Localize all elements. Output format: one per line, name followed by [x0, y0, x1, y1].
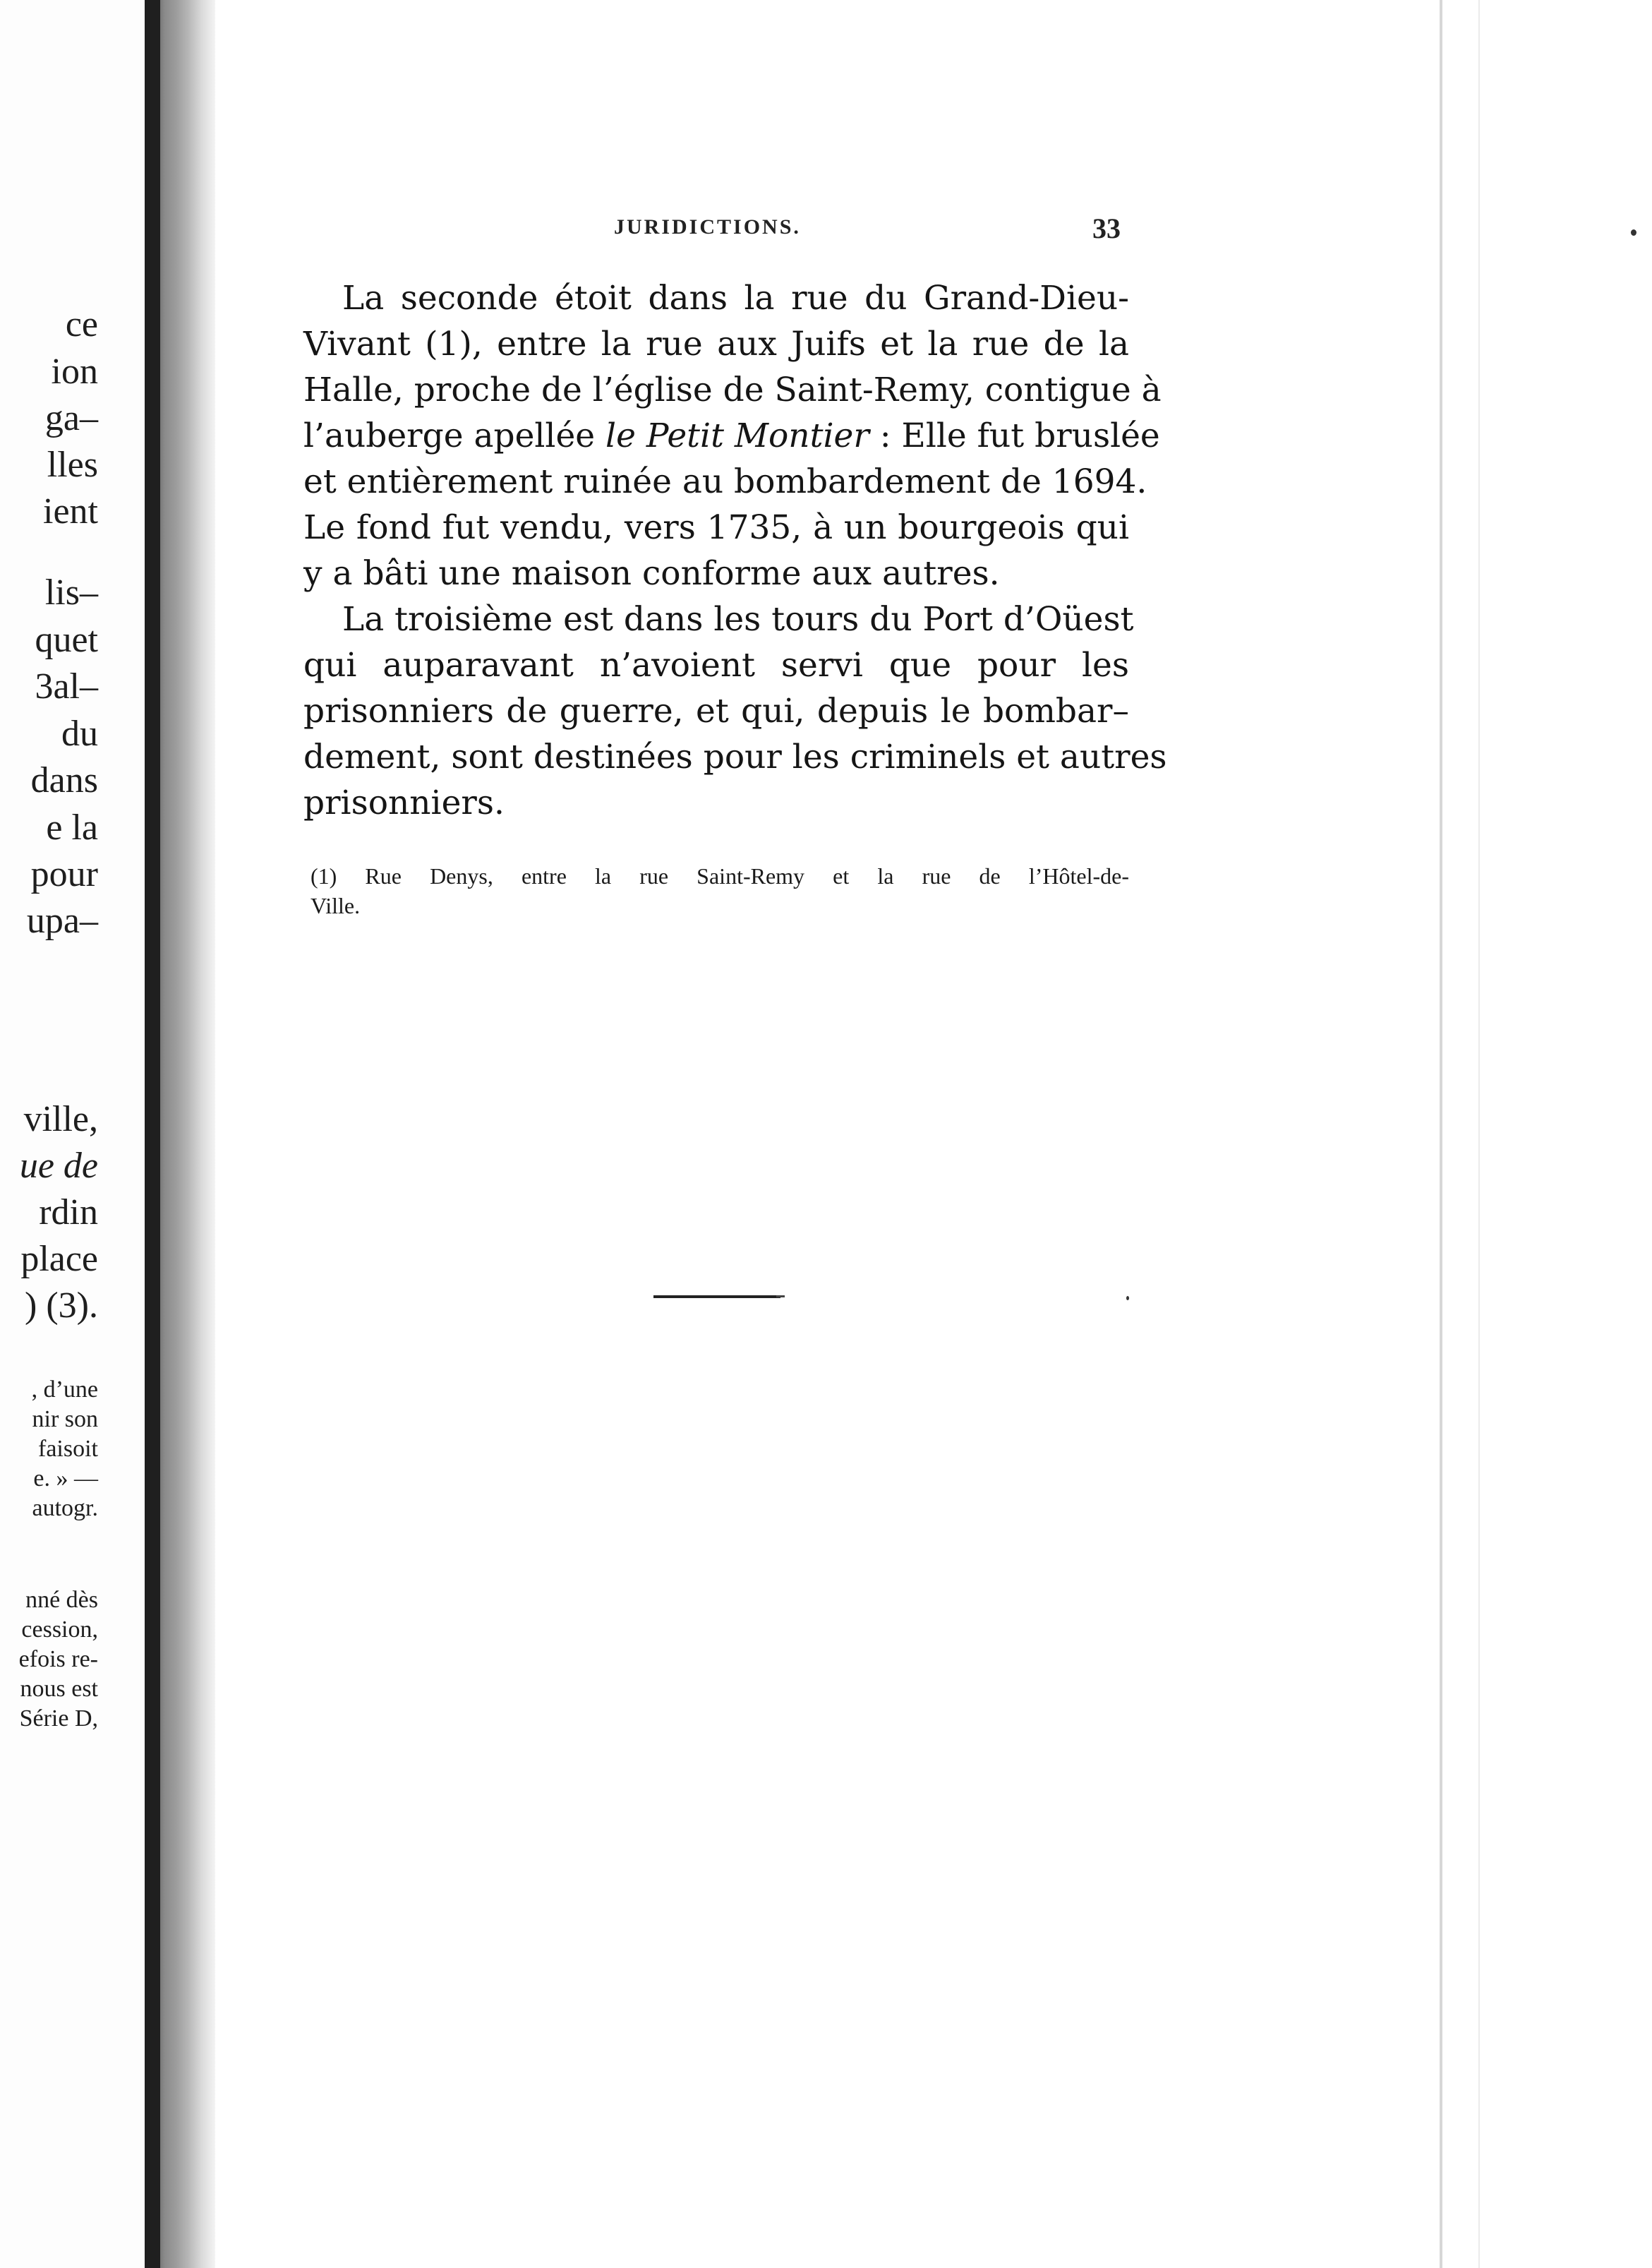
facing-page-footnote-line: cession,: [21, 1616, 98, 1643]
facing-page-footnote-line: , d’une: [31, 1376, 98, 1403]
text-line: y a bâti une maison conforme aux autres.: [303, 554, 1000, 593]
facing-page-footnote-line: nous est: [20, 1676, 98, 1702]
paragraph-1: [303, 275, 1162, 596]
end-rule: [653, 1295, 780, 1298]
facing-page-footnote-line: nir son: [32, 1406, 98, 1432]
text-line: prisonniers.: [303, 784, 505, 822]
running-head-title: JURIDICTIONS.: [614, 215, 801, 239]
facing-page-line: ville,: [23, 1099, 98, 1139]
facing-page-line: place: [20, 1239, 98, 1279]
footnote-line: Ville.: [310, 893, 361, 918]
facing-page-line: upa–: [26, 901, 98, 941]
facing-page-line: lles: [47, 445, 98, 485]
text-fragment: : Elle fut bruslée: [869, 416, 1160, 455]
text-line: prisonniers de guerre, et qui, depuis le bombar–: [303, 692, 1129, 731]
facing-page-line: ion: [51, 352, 98, 392]
facing-page-line: ce: [65, 304, 98, 344]
text-line: La seconde étoit dans la rue du Grand-Dieu-: [342, 279, 1129, 318]
text-line: dement, sont destinées pour les criminels et autres: [303, 738, 1167, 776]
footnote: [310, 861, 1129, 920]
footnote-line: (1) Rue Denys, entre la rue Saint-Remy et la rue de l’Hôtel-de-: [310, 863, 1129, 889]
facing-page-line: ga–: [44, 398, 98, 438]
end-rule-tail: [776, 1295, 785, 1297]
text-line: Vivant (1), entre la rue aux Juifs et la rue de la: [303, 325, 1129, 364]
facing-page-line: du: [61, 714, 98, 754]
facing-page-line: lis–: [44, 572, 98, 613]
facing-page-footnote-line: Série D,: [19, 1705, 98, 1732]
text-fragment: l’auberge apellée: [303, 416, 606, 455]
facing-page-line: ue de: [19, 1146, 98, 1186]
page-right-edge-secondary: [1478, 0, 1480, 2268]
page-number: 33: [1092, 212, 1121, 244]
facing-page-line: pour: [30, 854, 98, 894]
text-line: Halle, proche de l’église de Saint-Remy, contigue à: [303, 371, 1162, 409]
facing-page-footnote-line: nné dès: [25, 1587, 98, 1613]
facing-page-footnote-line: e. » —: [33, 1465, 98, 1492]
facing-page-line: ) (3).: [25, 1285, 98, 1326]
facing-page-line: rdin: [39, 1192, 98, 1232]
page-right-edge: [1440, 0, 1442, 2268]
text-line: La troisième est dans les tours du Port d’Oüest: [342, 600, 1134, 639]
facing-page-line: ient: [43, 491, 98, 532]
scan-speck: [1126, 1296, 1129, 1300]
facing-page-footnote-line: faisoit: [38, 1436, 98, 1462]
facing-page-line: dans: [30, 760, 98, 800]
text-line: Le fond fut vendu, vers 1735, à un bourgeois qui: [303, 508, 1129, 547]
main-body-text: [303, 275, 1167, 826]
paragraph-2: [303, 596, 1167, 826]
text-line: et entièrement ruinée au bombardement de 1694.: [303, 462, 1147, 501]
facing-page-line: 3al–: [35, 666, 98, 707]
facing-page-line: quet: [35, 620, 98, 660]
text-line: qui auparavant n’avoient servi que pour les: [303, 646, 1129, 685]
facing-page-footnote-line: autogr.: [32, 1495, 98, 1521]
italic-title-text: le Petit Montier: [605, 416, 869, 455]
facing-page-footnote-line: efois re-: [18, 1646, 98, 1672]
facing-page-fragment: [0, 0, 152, 2268]
text-line: [303, 413, 1160, 459]
facing-page-line: e la: [46, 808, 98, 848]
binding-gutter-edge: [145, 0, 160, 2268]
scan-speck: [1631, 229, 1636, 236]
